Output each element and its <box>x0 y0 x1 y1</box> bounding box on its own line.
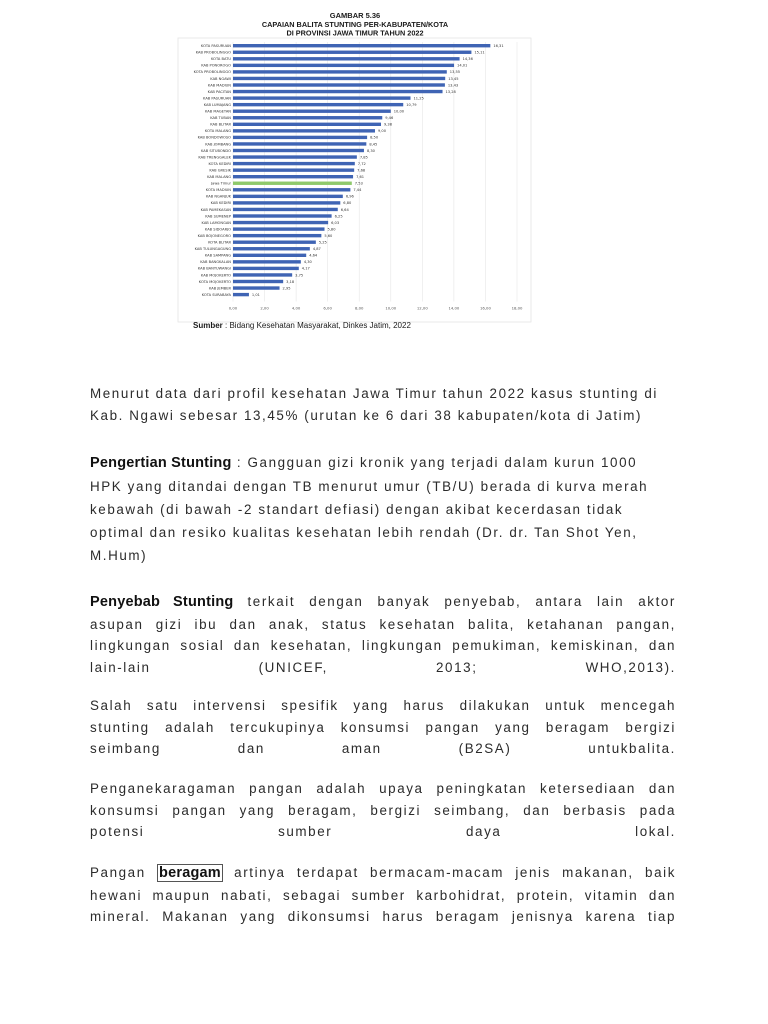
category-label: KOTA KEDIRI <box>208 161 231 166</box>
source-text: : Bidang Kesehatan Masyarakat, Dinkes Jatim, 2022 <box>222 321 411 330</box>
diverse-text: artinya terdapat bermacam-macam jenis makanan, baik <box>222 865 676 880</box>
paragraph-line: Kab. Ngawi sebesar 13,45% (urutan ke 6 dari 38 kabupaten/kota di Jatim) <box>90 408 643 423</box>
bar <box>233 221 328 224</box>
category-label: KAB GRESIK <box>209 168 231 173</box>
bar <box>233 90 443 93</box>
bar <box>233 280 283 283</box>
x-tick-label: 0,00 <box>228 305 238 311</box>
category-label: KAB BANYUWANGI <box>197 266 231 271</box>
value-label: 4,87 <box>312 247 321 252</box>
causes-heading: Penyebab Stunting <box>90 594 234 610</box>
value-label: 2,95 <box>282 286 291 291</box>
x-tick-label: 16,00 <box>480 305 491 311</box>
x-tick-label: 14,00 <box>448 305 460 311</box>
x-tick-label: 10,00 <box>385 305 397 311</box>
paragraph-line: lingkungan sosial dan kesehatan, lingkungan pemukiman, kemiskinan, dan <box>90 638 676 653</box>
category-label: KAB BLITAR <box>210 122 231 127</box>
bar <box>233 57 460 60</box>
category-label: KAB SAMPANG <box>204 253 231 258</box>
paragraph-line: Menurut data dari profil kesehatan Jawa Timur tahun 2022 kasus stunting di <box>90 386 658 401</box>
bar <box>233 227 325 230</box>
bar <box>233 267 299 270</box>
value-label: 8,50 <box>370 135 379 140</box>
source-label: Sumber <box>193 321 223 330</box>
bar <box>233 110 391 113</box>
paragraph-line: hewani maupun nabati, sebagai sumber karbohidrat, protein, vitamin dan <box>90 887 676 903</box>
paragraph-line: M.Hum) <box>90 548 148 563</box>
x-tick-label: 4,00 <box>291 305 301 311</box>
stunting-bar-chart <box>175 8 535 338</box>
value-label: 3,75 <box>295 273 304 278</box>
value-label: 5,60 <box>324 233 333 238</box>
category-label: KOTA SURABAYA <box>201 292 231 297</box>
category-label: KAB NGANJUK <box>205 194 231 199</box>
category-label: KAB MADIUN <box>207 83 231 88</box>
bar <box>233 241 316 244</box>
paragraph-line: asupan gizi ibu dan anak, status kesehatan balita, ketahanan pangan, <box>90 616 676 632</box>
category-label: KOTA BATU <box>211 57 231 62</box>
category-label: KAB PAMEKASAN <box>200 207 231 212</box>
paragraph-line: seimbang dan aman (B2SA) untukbalita. <box>90 741 676 756</box>
bar <box>233 51 471 54</box>
value-label: 10,79 <box>406 102 417 107</box>
chart-title: CAPAIAN BALITA STUNTING PER-KABUPATEN/KOTA <box>261 20 449 29</box>
bar <box>233 155 357 158</box>
bar <box>233 123 381 126</box>
bar <box>233 195 343 198</box>
value-label: 7,61 <box>356 175 365 179</box>
bar <box>233 162 355 165</box>
bar <box>233 273 292 276</box>
value-label: 7,72 <box>357 161 366 166</box>
bar <box>233 214 332 217</box>
value-label: 1,01 <box>251 292 260 297</box>
bar <box>233 182 352 185</box>
value-label: 9,00 <box>378 129 387 134</box>
category-label: KOTA MADIUN <box>205 188 231 193</box>
value-label: 13,28 <box>445 89 456 94</box>
category-label: KOTA MALANG <box>204 129 231 134</box>
category-label: KAB TUBAN <box>210 116 231 121</box>
causes-text: terkait dengan banyak penyebab, antara lain aktor <box>233 594 676 609</box>
category-label: KAB MOJOKERTO <box>200 273 231 278</box>
figure-label: GAMBAR 5.36 <box>329 11 381 20</box>
paragraph-line <box>90 862 676 885</box>
bar <box>233 64 454 67</box>
bar <box>233 116 382 119</box>
bar <box>233 260 301 263</box>
value-label: 15,11 <box>474 50 485 55</box>
bar <box>233 293 249 296</box>
bar <box>233 77 445 80</box>
value-label: 8,30 <box>366 148 375 153</box>
bar <box>233 142 366 145</box>
category-label: KAB PROBOLINGGO <box>195 50 231 55</box>
paragraph-intervention <box>90 695 676 760</box>
category-label: KAB SITUBONDO <box>200 148 231 153</box>
bar <box>233 83 445 86</box>
stunting-chart-figure <box>175 8 535 338</box>
bar <box>233 168 354 171</box>
value-label: 7,85 <box>359 155 368 160</box>
value-label: 10,00 <box>393 109 405 114</box>
category-label: Jawa Timur <box>211 181 231 186</box>
paragraph-causes <box>90 591 676 678</box>
bar <box>233 70 447 73</box>
value-label: 14,01 <box>457 63 468 68</box>
category-label: KAB BOJONEGORO <box>197 233 231 238</box>
category-label: KAB MAGETAN <box>205 109 231 114</box>
paragraph-ngawi <box>90 383 676 427</box>
paragraph-line: stunting adalah tercukupinya konsumsi pangan yang beragam bergizi <box>90 719 676 735</box>
paragraph-line: Salah satu intervensi spesifik yang harus dilakukan untuk mencegah <box>90 698 676 713</box>
category-label: KOTA PASURUAN <box>200 44 231 48</box>
category-label: KAB SIDOARJO <box>204 227 231 232</box>
value-label: 9,46 <box>385 116 394 121</box>
bar <box>233 129 375 132</box>
bar <box>233 96 411 99</box>
value-label: 7,68 <box>357 168 366 173</box>
bar <box>233 247 310 250</box>
category-label: KAB JEMBER <box>208 286 231 291</box>
x-tick-label: 12,00 <box>416 305 428 311</box>
value-label: 9,38 <box>383 122 393 127</box>
paragraph-line: optimal dan resiko kualitas kesehatan lebih rendah (Dr. dr. Tan Shot Yen, <box>90 525 638 540</box>
source-note <box>193 321 411 330</box>
value-label: 13,43 <box>447 83 459 88</box>
bar <box>233 175 353 178</box>
paragraph-diverse-food <box>90 862 676 928</box>
paragraph-line: lain-lain (UNICEF, 2013; WHO,2013). <box>90 659 676 675</box>
value-label: 16,31 <box>493 44 504 48</box>
value-label: 6,96 <box>345 194 354 199</box>
bar <box>233 254 306 257</box>
bar <box>233 136 367 139</box>
category-label: KAB BONDOWOSO <box>197 135 231 140</box>
category-label: KAB PONOROGO <box>201 63 231 68</box>
bar <box>233 208 338 211</box>
category-label: KAB PASURUAN <box>203 96 231 101</box>
paragraph-line: kebawah (di bawah -2 standart defiasi) dengan akibat kecerdasan tidak <box>90 502 624 517</box>
value-label: 4,17 <box>301 266 310 271</box>
value-label: 5,25 <box>318 240 327 245</box>
category-label: KAB BANGKALAN <box>200 260 231 265</box>
category-label: KAB SUMENEP <box>205 214 231 219</box>
category-label: KAB MALANG <box>207 175 231 179</box>
paragraph-diversification <box>90 778 676 843</box>
value-label: 6,03 <box>331 220 340 225</box>
value-label: 6,25 <box>334 214 343 219</box>
value-label: 13,55 <box>449 70 461 75</box>
diverse-pre: Pangan <box>90 865 158 880</box>
value-label: 3,18 <box>286 279 295 284</box>
value-label: 11,25 <box>413 96 424 101</box>
paragraph-line: Penganekaragaman pangan adalah upaya peningkatan ketersediaan dan <box>90 781 676 796</box>
bar <box>233 44 490 47</box>
category-label: KAB LAMONGAN <box>201 220 231 225</box>
paragraph-line: konsumsi pangan yang beragam, bergizi seimbang, dan berbasis pada <box>90 802 676 818</box>
value-label: 6,64 <box>340 207 349 212</box>
value-label: 6,80 <box>343 201 352 206</box>
paragraph-line: potensi sumber daya lokal. <box>90 824 676 839</box>
value-label: 7,53 <box>354 181 363 186</box>
value-label: 8,45 <box>369 142 378 147</box>
paragraph-definition <box>90 451 676 567</box>
bar <box>233 201 340 204</box>
category-label: KOTA BLITAR <box>208 240 231 245</box>
value-label: 14,36 <box>462 57 473 62</box>
x-tick-label: 8,00 <box>354 305 364 311</box>
bar <box>233 188 350 191</box>
category-label: KAB NGAWI <box>210 76 231 81</box>
value-label: 7,44 <box>353 188 362 193</box>
bar <box>233 149 364 152</box>
diverse-heading: beragam <box>159 865 221 881</box>
definition-text: : Gangguan gizi kronik yang terjadi dalam kurun 1000 <box>231 455 638 470</box>
chart-subtitle: DI PROVINSI JAWA TIMUR TAHUN 2022 <box>286 28 424 38</box>
value-label: 13,45 <box>448 76 459 81</box>
paragraph-line <box>90 591 676 614</box>
category-label: KOTA MOJOKERTO <box>198 279 231 284</box>
category-label: KAB TULUNGAGUNG <box>194 247 231 252</box>
bar <box>233 234 321 237</box>
value-label: 4,64 <box>309 253 318 258</box>
paragraph-line: mineral. Makanan yang dikonsumsi harus beragam jenisnya karena tiap <box>90 909 676 924</box>
category-label: KAB TRENGGALEK <box>198 155 231 160</box>
x-tick-label: 2,00 <box>260 305 269 311</box>
paragraph-line <box>90 451 676 475</box>
category-label: KAB KEDIRI <box>210 201 231 206</box>
category-label: KAB JOMBANG <box>205 142 231 147</box>
value-label: 4,30 <box>303 260 312 265</box>
category-label: KOTA PROBOLINGGO <box>193 70 231 75</box>
paragraph-line: HPK yang ditandai dengan TB menurut umur (TB/U) berada di kurva merah <box>90 479 649 494</box>
bar <box>233 103 403 106</box>
x-tick-label: 18,00 <box>511 305 523 311</box>
bar <box>233 286 280 289</box>
x-tick-label: 6,00 <box>323 305 332 311</box>
definition-heading: Pengertian Stunting <box>90 455 232 471</box>
category-label: KAB LUMAJANG <box>203 102 231 107</box>
category-label: KAB PACITAN <box>207 89 231 94</box>
value-label: 5,80 <box>327 227 336 232</box>
